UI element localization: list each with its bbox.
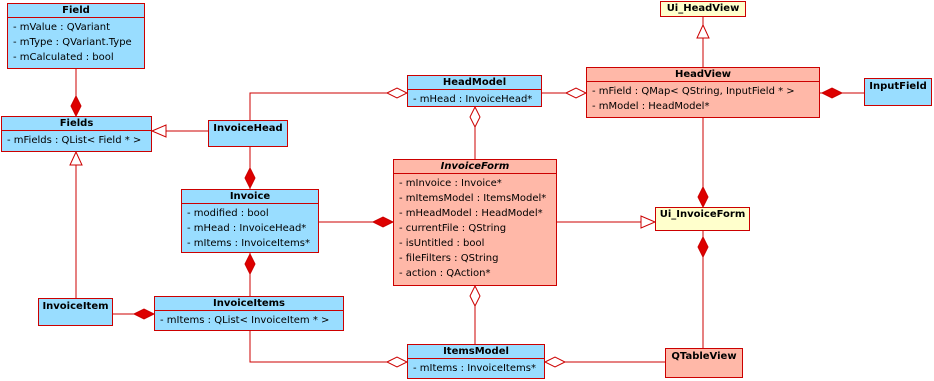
- inheritance-arrow-invoicehead-fields: [152, 125, 166, 137]
- attribute: - currentFile : QString: [399, 223, 507, 234]
- attributes: [394, 174, 556, 281]
- class-name: ItemsModel: [408, 345, 544, 359]
- attribute: - action : QAction*: [399, 268, 491, 279]
- attribute: - isUntitled : bool: [399, 238, 485, 249]
- class-invoiceform: [393, 159, 557, 286]
- composition-diamond-headview-inputfield: [822, 88, 842, 98]
- attribute: - modified : bool: [187, 208, 269, 219]
- class-itemsmodel: [407, 344, 545, 379]
- class-headview: [586, 67, 820, 118]
- composition-diamond-invoice-invoicehead: [245, 168, 255, 188]
- attribute: - mType : QVariant.Type: [13, 37, 132, 48]
- aggregation-diamond-invoiceform-itemsmodel: [470, 286, 480, 306]
- inheritance-arrow-headview-uiheadview: [697, 25, 709, 38]
- composition-diamond-invoice-invoiceitems: [245, 254, 255, 274]
- composition-diamond-fields-field: [71, 96, 81, 116]
- inheritance-arrow-invoiceform-uiinvoiceform: [641, 216, 655, 228]
- attributes: [2, 131, 151, 148]
- attributes: [182, 204, 318, 251]
- attribute: - mFields : QList< Field * >: [7, 135, 142, 146]
- attribute: - mHeadModel : HeadModel*: [399, 208, 543, 219]
- class-name: InvoiceForm: [394, 160, 556, 174]
- aggregation-diamond-itemsmodel-invoiceitems: [387, 357, 407, 367]
- class-name: Ui_HeadView: [666, 3, 740, 14]
- class-invoicehead: [208, 120, 288, 147]
- class-name: InvoiceItem: [42, 301, 109, 312]
- attribute: - mItemsModel : ItemsModel*: [399, 193, 547, 204]
- class-headmodel: [407, 75, 542, 107]
- attribute: - mHead : InvoiceHead*: [187, 223, 307, 234]
- attribute: - mItems : InvoiceItems*: [187, 238, 310, 249]
- class-name: Ui_InvoiceForm: [659, 209, 746, 220]
- attribute: - mModel : HeadModel*: [592, 101, 710, 112]
- class-inputfield: [864, 78, 932, 106]
- aggregation-diamond-invoiceform-headmodel: [470, 107, 480, 127]
- class-name: Fields: [2, 117, 151, 131]
- aggregation-diamond-headmodel-invoicehead: [387, 88, 407, 98]
- inheritance-arrow-invoiceitem-fields: [70, 152, 82, 165]
- class-invoiceitem: [38, 298, 113, 326]
- class-invoiceitems: [154, 296, 344, 331]
- composition-diamond-uiinvoiceform-qtableview: [698, 237, 708, 257]
- edge-invoiceitems-itemsmodel: [250, 331, 407, 362]
- class-field: [7, 3, 145, 69]
- class-name: InvoiceItems: [155, 297, 343, 311]
- attribute: - mInvoice : Invoice*: [399, 178, 502, 189]
- composition-diamond-invoiceitems-invoiceitem: [134, 309, 154, 319]
- attributes: [408, 359, 544, 376]
- attributes: [8, 18, 144, 65]
- aggregation-diamond-headview-headmodel: [566, 88, 586, 98]
- attribute: - mItems : QList< InvoiceItem * >: [160, 315, 330, 326]
- class-name: HeadModel: [408, 76, 541, 90]
- attribute: - fileFilters : QString: [399, 253, 499, 264]
- class-ui-headview: [660, 1, 746, 17]
- aggregation-diamond-qtableview-itemsmodel: [545, 357, 565, 367]
- class-fields: [1, 116, 152, 152]
- attribute: - mField : QMap< QString, InputField * >: [592, 86, 795, 97]
- class-invoice: [181, 189, 319, 253]
- attribute: - mItems : InvoiceItems*: [413, 363, 536, 374]
- class-qtableview: [665, 348, 743, 378]
- attributes: [155, 311, 343, 328]
- class-name: InvoiceHead: [213, 123, 283, 134]
- attribute: - mCalculated : bool: [13, 52, 114, 63]
- attribute: - mHead : InvoiceHead*: [413, 94, 533, 105]
- class-name: InputField: [869, 81, 927, 92]
- class-name: Field: [8, 4, 144, 18]
- class-name: QTableView: [671, 351, 737, 362]
- class-ui-invoiceform: [655, 207, 750, 231]
- edge-headmodel-invoicehead: [250, 93, 407, 120]
- attribute: - mValue : QVariant: [13, 22, 111, 33]
- composition-diamond-invoiceform-invoice: [373, 217, 393, 227]
- attributes: [587, 82, 819, 114]
- class-name: Invoice: [182, 190, 318, 204]
- attributes: [408, 90, 541, 107]
- composition-diamond-uiinvoiceform-headview: [698, 187, 708, 207]
- class-name: HeadView: [587, 68, 819, 82]
